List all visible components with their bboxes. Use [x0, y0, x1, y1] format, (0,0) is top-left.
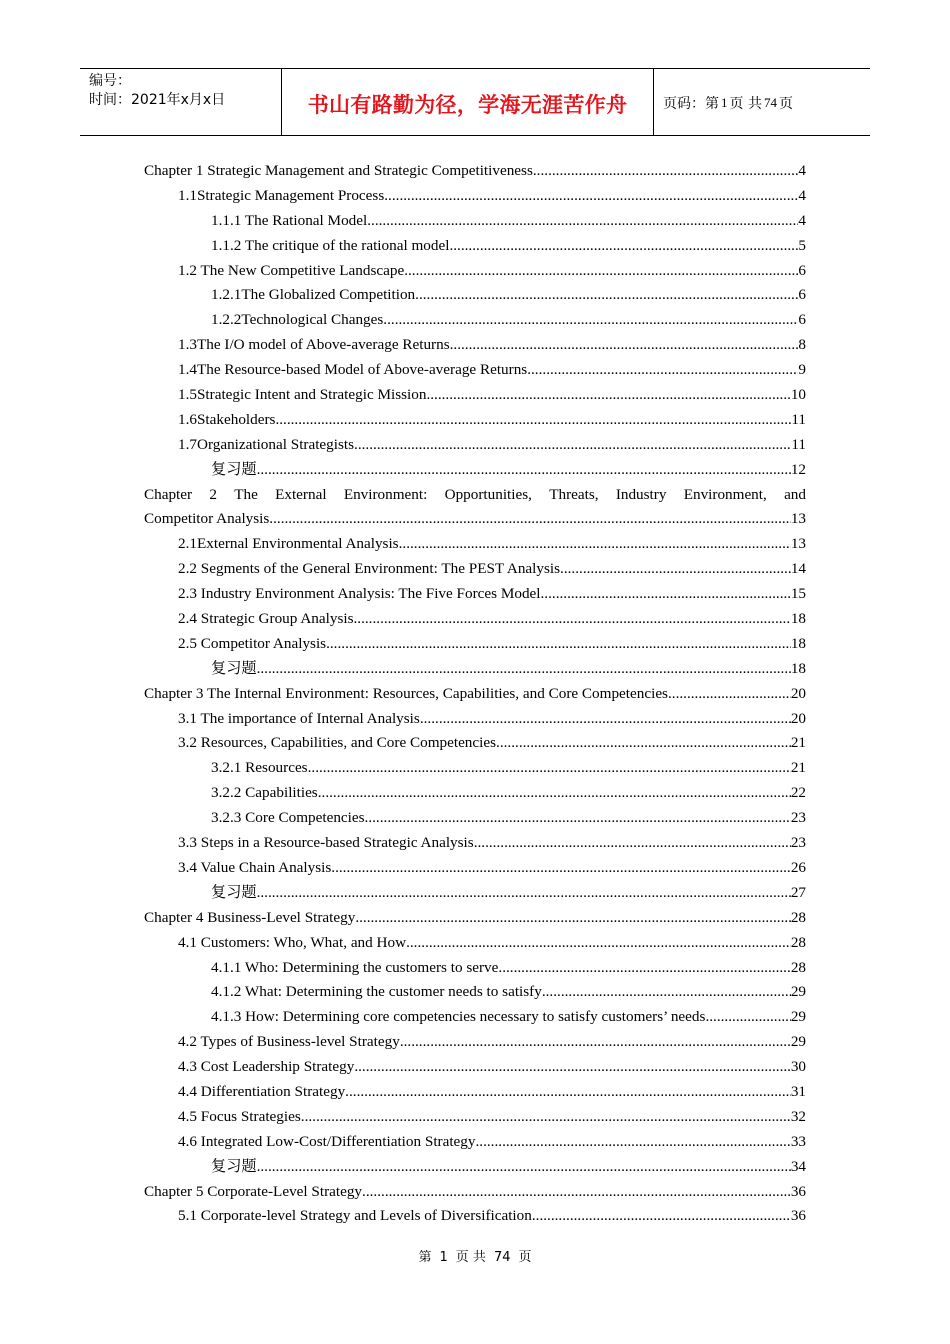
toc-entry[interactable]: [144, 607, 806, 632]
toc-leader-dots: [383, 308, 798, 333]
toc-leader-dots: [275, 408, 791, 433]
toc-entry[interactable]: [144, 632, 806, 657]
toc-entry-page: 10: [790, 386, 806, 404]
number-label: 编号：: [89, 73, 131, 89]
toc-entry-page: 12: [790, 460, 806, 478]
toc-entry-page: 32: [790, 1107, 806, 1125]
toc-leader-dots: [560, 557, 791, 582]
toc-leader-dots: [269, 507, 791, 532]
toc-word: Threats,: [549, 485, 599, 503]
toc-entry-page: 6: [798, 261, 806, 279]
toc-entry-title: 1.5Strategic Intent and Strategic Mission: [178, 386, 427, 404]
time-label: 时间：2021年x月x日: [89, 92, 226, 108]
toc-leader-dots: [404, 259, 798, 284]
toc-entry-title: 1.3The I/O model of Above-average Returns: [178, 336, 450, 354]
toc-entry-page: 18: [790, 634, 806, 652]
footer-page-number: 1: [439, 1250, 448, 1265]
toc-leader-dots: [399, 532, 791, 557]
toc-entry-title: 3.2.2 Capabilities: [211, 784, 318, 802]
toc-entry-page: 27: [790, 883, 806, 901]
toc-word: Opportunities,: [444, 485, 532, 503]
toc-entry-title: 4.3 Cost Leadership Strategy: [178, 1058, 355, 1076]
toc-entry-title: 3.2 Resources, Capabilities, and Core Competencies: [178, 734, 497, 752]
header-motto-cell: [281, 69, 654, 135]
toc-entry-page: 28: [790, 933, 806, 951]
toc-entry[interactable]: [144, 1204, 806, 1229]
toc-word: 2: [209, 485, 217, 503]
toc-leader-dots: [353, 607, 790, 632]
toc-entry-title: Chapter 1 Strategic Management and Strategic Competitiveness: [144, 162, 533, 179]
toc-entry-page: 23: [790, 834, 806, 852]
toc-leader-dots: [532, 1204, 791, 1229]
toc-entry[interactable]: [144, 209, 806, 234]
footer-prefix: 第: [418, 1250, 432, 1265]
toc-entry[interactable]: [144, 1105, 806, 1130]
toc-leader-dots: [318, 781, 791, 806]
toc-entry[interactable]: [144, 532, 806, 557]
toc-entry[interactable]: [144, 956, 806, 981]
toc-entry[interactable]: [144, 184, 806, 209]
toc-entry-page: 33: [790, 1132, 806, 1150]
toc-entry[interactable]: [144, 408, 806, 433]
toc-leader-dots: [475, 1130, 790, 1155]
table-of-contents: [144, 159, 806, 1229]
toc-entry-title: 复习题: [211, 1157, 257, 1175]
toc-leader-dots: [365, 806, 791, 831]
toc-entry[interactable]: [144, 557, 806, 582]
toc-entry-page: 5: [798, 236, 806, 254]
toc-entry-page: 36: [790, 1207, 806, 1225]
toc-entry-title: 4.4 Differentiation Strategy: [178, 1082, 346, 1100]
toc-entry-page: 29: [790, 1008, 806, 1026]
toc-entry[interactable]: [144, 831, 806, 856]
toc-entry-title: 4.2 Types of Business-level Strategy: [178, 1033, 400, 1051]
toc-entry[interactable]: [144, 707, 806, 732]
toc-leader-dots: [384, 184, 798, 209]
toc-entry[interactable]: [144, 1030, 806, 1055]
toc-leader-dots: [527, 358, 798, 383]
toc-entry-title: 1.2 The New Competitive Landscape: [178, 261, 405, 279]
toc-entry-page: 30: [790, 1058, 806, 1076]
toc-leader-dots: [301, 1105, 791, 1130]
toc-entry[interactable]: [144, 1055, 806, 1080]
toc-entry[interactable]: [144, 980, 806, 1005]
toc-entry-page: 18: [790, 610, 806, 628]
toc-leader-dots: [705, 1005, 790, 1030]
page-footer: [0, 1246, 950, 1265]
toc-entry-title: Chapter 4 Business-Level Strategy: [144, 908, 356, 926]
toc-entry-title: 5.1 Corporate-level Strategy and Levels of Diversification: [178, 1207, 532, 1225]
toc-entry-page: 36: [790, 1182, 806, 1200]
toc-leader-dots: [415, 283, 798, 308]
toc-entry-title: Chapter 3 The Internal Environment: Resources, Capabilities, and Core Competencies: [144, 684, 668, 702]
toc-leader-dots: [326, 632, 791, 657]
toc-entry-page: 20: [790, 684, 806, 702]
toc-entry-page: 13: [790, 510, 806, 528]
toc-entry[interactable]: [144, 159, 806, 184]
header-page-info: [654, 69, 870, 135]
toc-entry[interactable]: [144, 781, 806, 806]
toc-entry[interactable]: [144, 856, 806, 881]
toc-entry-page: 11: [791, 410, 806, 428]
toc-leader-dots: [367, 209, 798, 234]
toc-leader-dots: [426, 383, 790, 408]
toc-entry[interactable]: [144, 931, 806, 956]
toc-leader-dots: [668, 682, 791, 707]
toc-entry-page: 21: [790, 734, 806, 752]
toc-entry-page: 29: [790, 1033, 806, 1051]
toc-leader-dots: [449, 234, 798, 259]
toc-entry-page: 14: [790, 560, 806, 578]
toc-entry[interactable]: [144, 458, 806, 483]
toc-leader-dots: [257, 1155, 791, 1180]
toc-leader-dots: [474, 831, 791, 856]
toc-word: The: [234, 485, 258, 503]
toc-entry-page: 31: [790, 1082, 806, 1100]
toc-entry-title: Chapter 5 Corporate-Level Strategy: [144, 1182, 363, 1200]
toc-entry[interactable]: [144, 731, 806, 756]
toc-entry-title: 4.1.2 What: Determining the customer needs to satisfy: [211, 983, 542, 1001]
toc-entry-page: 6: [798, 311, 806, 329]
toc-entry-title: 4.6 Integrated Low-Cost/Differentiation Strategy: [178, 1132, 476, 1150]
toc-leader-dots: [354, 433, 791, 458]
toc-entry-title: 4.5 Focus Strategies: [178, 1107, 301, 1125]
toc-entry-title: 2.5 Competitor Analysis: [178, 634, 327, 652]
toc-entry-title: 1.2.2Technological Changes: [211, 311, 384, 329]
toc-leader-dots: [257, 657, 791, 682]
toc-entry[interactable]: [144, 657, 806, 682]
toc-entry-title: Competitor Analysis: [144, 510, 270, 528]
toc-entry-page: 20: [790, 709, 806, 727]
toc-entry[interactable]: [144, 358, 806, 383]
toc-word: Industry: [615, 485, 667, 503]
toc-entry-title: 复习题: [211, 659, 257, 677]
toc-entry-wrapped-line[interactable]: [144, 483, 806, 508]
toc-entry[interactable]: [144, 507, 806, 532]
page-header: [80, 68, 870, 136]
toc-word: and: [784, 485, 806, 503]
toc-entry-page: 6: [798, 286, 806, 304]
toc-entry-title: 2.2 Segments of the General Environment: The PEST Analysis: [178, 560, 561, 578]
toc-entry-page: 15: [790, 585, 806, 603]
toc-leader-dots: [354, 1055, 791, 1080]
toc-entry[interactable]: [144, 308, 806, 333]
toc-entry-title: 3.4 Value Chain Analysis: [178, 858, 332, 876]
toc-entry-title: 3.2.3 Core Competencies: [211, 809, 365, 827]
toc-word: Chapter: [144, 485, 193, 503]
toc-leader-dots: [400, 1030, 791, 1055]
toc-entry-page: 22: [790, 784, 806, 802]
toc-entry-page: 8: [798, 336, 806, 354]
footer-mid: 页 共: [455, 1250, 486, 1265]
motto: 书山有路勤为径，学海无涯苦作舟: [307, 93, 628, 117]
toc-entry-title: 2.3 Industry Environment Analysis: The Five Forces Model: [178, 585, 541, 603]
footer-suffix: 页: [518, 1250, 532, 1265]
toc-entry[interactable]: [144, 333, 806, 358]
toc-entry-title: 1.2.1The Globalized Competition: [211, 286, 416, 304]
toc-entry-page: 28: [790, 908, 806, 926]
toc-entry-title: 3.1 The importance of Internal Analysis: [178, 709, 420, 727]
toc-leader-dots: [420, 707, 791, 732]
footer-total: 74: [493, 1250, 511, 1265]
toc-word: Environment,: [683, 485, 767, 503]
toc-entry-page: 18: [790, 659, 806, 677]
toc-entry[interactable]: [144, 906, 806, 931]
toc-entry-title: 2.1External Environmental Analysis: [178, 535, 399, 553]
page-mid: 页 共: [729, 96, 762, 112]
toc-leader-dots: [257, 458, 791, 483]
toc-entry[interactable]: [144, 234, 806, 259]
toc-entry-title: 1.1Strategic Management Process: [178, 186, 385, 204]
toc-word: Environment:: [343, 485, 428, 503]
toc-entry[interactable]: [144, 383, 806, 408]
toc-entry-title: 3.3 Steps in a Resource-based Strategic Analysis: [178, 834, 474, 852]
toc-entry[interactable]: [144, 756, 806, 781]
toc-leader-dots: [331, 856, 791, 881]
toc-leader-dots: [541, 582, 791, 607]
toc-entry-page: 26: [790, 858, 806, 876]
toc-entry-title: 1.1.1 The Rational Model: [211, 211, 368, 229]
toc-entry[interactable]: [144, 433, 806, 458]
toc-entry[interactable]: [144, 1180, 806, 1205]
toc-entry[interactable]: [144, 881, 806, 906]
toc-entry-page: 4: [798, 211, 806, 229]
toc-entry-title: 复习题: [211, 460, 257, 478]
toc-entry-title: 复习题: [211, 883, 257, 901]
page-total: 74: [763, 95, 777, 110]
toc-entry-title: 1.7Organizational Strategists: [178, 435, 355, 453]
toc-entry-page: 4: [798, 162, 806, 179]
toc-entry-page: 21: [790, 759, 806, 777]
toc-leader-dots: [406, 931, 791, 956]
toc-entry-title: 4.1 Customers: Who, What, and How: [178, 933, 407, 951]
toc-entry-page: 29: [790, 983, 806, 1001]
toc-entry-title: 4.1.1 Who: Determining the customers to serve: [211, 958, 499, 976]
toc-leader-dots: [542, 980, 791, 1005]
toc-entry-page: 13: [790, 535, 806, 553]
header-meta: [80, 69, 281, 135]
toc-leader-dots: [355, 906, 791, 931]
toc-entry[interactable]: [144, 259, 806, 284]
toc-entry[interactable]: [144, 682, 806, 707]
toc-entry-title: 1.1.2 The critique of the rational model: [211, 236, 450, 254]
toc-leader-dots: [450, 333, 799, 358]
toc-entry-title: 1.4The Resource-based Model of Above-average Returns: [178, 361, 528, 379]
toc-entry-page: 34: [790, 1157, 806, 1175]
toc-entry[interactable]: [144, 582, 806, 607]
toc-entry-page: 28: [790, 958, 806, 976]
toc-entry-page: 9: [798, 361, 806, 379]
toc-entry-title: 3.2.1 Resources: [211, 759, 308, 777]
toc-entry[interactable]: [144, 1130, 806, 1155]
toc-leader-dots: [345, 1080, 791, 1105]
toc-leader-dots: [362, 1180, 791, 1205]
toc-leader-dots: [496, 731, 791, 756]
toc-leader-dots: [308, 756, 791, 781]
toc-leader-dots: [533, 159, 799, 184]
toc-entry[interactable]: [144, 1080, 806, 1105]
toc-entry[interactable]: [144, 1155, 806, 1180]
toc-entry-page: 4: [798, 186, 806, 204]
toc-entry[interactable]: [144, 806, 806, 831]
page-prefix: 页码：第: [663, 96, 719, 112]
toc-entry[interactable]: [144, 1005, 806, 1030]
page-number: 1: [721, 95, 728, 110]
toc-leader-dots: [498, 956, 790, 981]
toc-entry-page: 23: [790, 809, 806, 827]
page-suffix: 页: [778, 96, 793, 112]
toc-entry-title: 4.1.3 How: Determining core competencies necessary to satisfy customers’ needs: [211, 1008, 706, 1026]
toc-entry-title: 2.4 Strategic Group Analysis: [178, 610, 354, 628]
toc-entry-title: 1.6Stakeholders: [178, 410, 276, 428]
toc-word: External: [275, 485, 327, 503]
toc-entry[interactable]: [144, 283, 806, 308]
toc-entry-page: 11: [791, 435, 806, 453]
toc-leader-dots: [257, 881, 791, 906]
